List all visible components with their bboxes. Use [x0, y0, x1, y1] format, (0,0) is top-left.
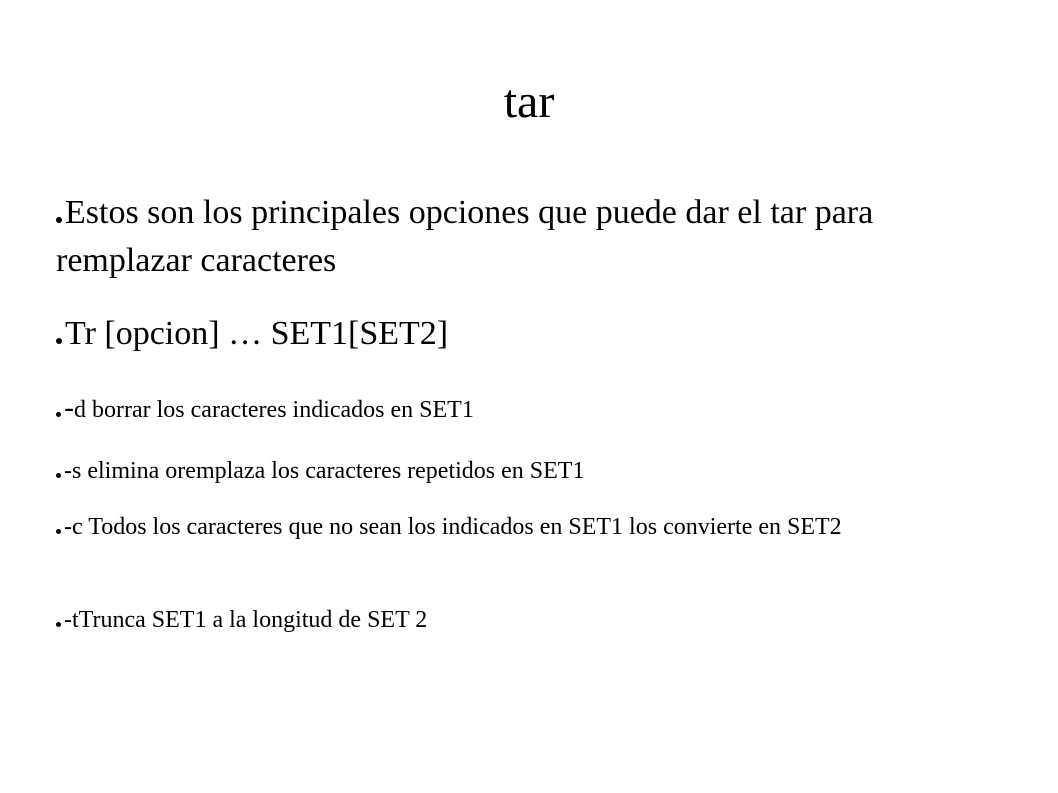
bullet-prefix: -	[64, 391, 74, 424]
bullet-item-options-intro	[56, 189, 996, 285]
bullet-dot-icon	[56, 529, 61, 534]
bullet-dot-icon	[56, 217, 62, 223]
bullet-text: -c Todos los caracteres que no sean los indicados en SET1 los convierte en SET2	[64, 514, 842, 540]
bullet-dot-icon	[56, 412, 61, 417]
bullet-text: Estos son los principales opciones que puede dar el tar para remplazar caracteres	[56, 194, 874, 279]
bullet-text: -tTrunca SET1 a la longitud de SET 2	[64, 607, 428, 633]
bullet-item-syntax	[56, 310, 996, 358]
bullet-item-option-t	[56, 605, 996, 635]
slide-title: tar	[503, 75, 555, 128]
bullet-dot-icon	[56, 338, 62, 344]
bullet-item-option-s	[56, 456, 996, 486]
bullet-text: -s elimina oremplaza los caracteres repetidos en SET1	[64, 458, 585, 484]
bullet-text: d borrar los caracteres indicados en SET1	[74, 397, 474, 423]
bullet-dot-icon	[56, 473, 61, 478]
bullet-text: Tr [opcion] … SET1[SET2]	[65, 315, 449, 352]
bullet-item-option-c	[56, 512, 996, 542]
bullet-dot-icon	[56, 622, 61, 627]
bullet-item-option-d	[56, 393, 996, 425]
